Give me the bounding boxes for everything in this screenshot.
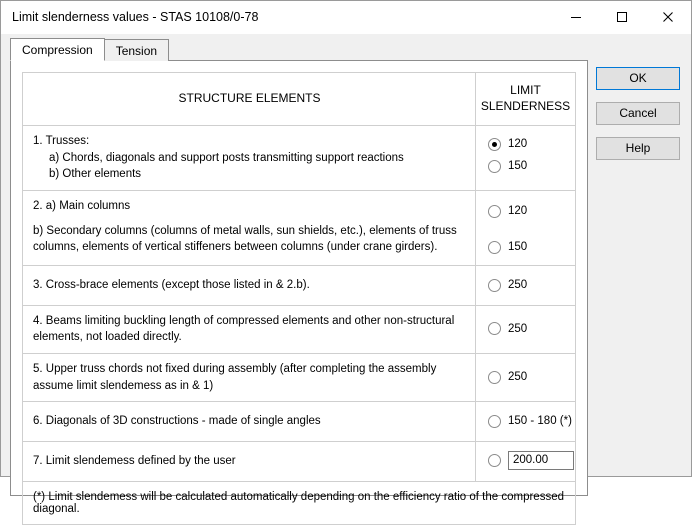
row2-options — [476, 191, 575, 265]
window-title: Limit slenderness values - STAS 10108/0-78 — [12, 10, 259, 24]
row5-option-250-label: 250 — [508, 371, 528, 384]
row1-option-120-label: 120 — [508, 138, 528, 150]
table-row — [23, 266, 575, 306]
maximize-button[interactable] — [599, 1, 645, 33]
tab-strip — [10, 39, 168, 61]
row3-option-250[interactable] — [488, 274, 575, 296]
minimize-button[interactable] — [553, 1, 599, 33]
row1-option-150[interactable] — [488, 155, 575, 177]
row2-line1: 2. a) Main columns — [33, 200, 131, 213]
tab-compression[interactable] — [10, 38, 105, 61]
tab-tension-label: Tension — [115, 43, 158, 58]
table-note: (*) Limit slendemess will be calculated automatically depending on the efficiency ratio of the compressed diagonal. — [33, 490, 564, 515]
table-row — [23, 191, 575, 266]
title-bar — [1, 1, 691, 34]
row4-text: 4. Beams limiting buckling length of compressed elements and other non-structural elements, not loaded directly. — [23, 306, 476, 353]
slenderness-table — [22, 72, 576, 525]
radio-icon[interactable] — [488, 322, 501, 335]
tab-area — [10, 39, 588, 515]
dialog-body — [1, 34, 691, 515]
radio-icon[interactable] — [488, 205, 501, 218]
row4-option-250-label: 250 — [508, 322, 528, 335]
table-row — [23, 354, 575, 402]
header-limit-line1: LIMIT — [510, 83, 541, 98]
radio-icon[interactable] — [488, 160, 501, 173]
table-row — [23, 402, 575, 442]
close-button[interactable] — [645, 1, 691, 33]
row6-option-150-180-label: 150 - 180 (*) — [508, 415, 572, 428]
row1-text — [23, 126, 476, 190]
radio-icon[interactable] — [488, 454, 501, 467]
row7-text: 7. Limit slendemess defined by the user — [23, 442, 476, 481]
row7-options — [476, 442, 575, 481]
row3-options — [476, 266, 575, 305]
table-row — [23, 442, 575, 482]
tab-tension[interactable] — [104, 39, 169, 61]
maximize-icon — [616, 11, 628, 23]
row4-options — [476, 306, 575, 353]
row6-text: 6. Diagonals of 3D constructions - made of single angles — [23, 402, 476, 441]
row5-text: 5. Upper truss chords not fixed during assembly (after completing the assembly assume limit slendemess as in & 1) — [23, 354, 476, 401]
row5-option-250[interactable] — [488, 366, 575, 388]
row3-option-250-label: 250 — [508, 279, 528, 292]
cancel-button[interactable]: Cancel — [596, 102, 680, 125]
tab-panel-compression — [10, 60, 588, 515]
row1-line1: 1. Trusses: — [33, 135, 90, 147]
row1-line2: a) Chords, diagonals and support posts transmitting support reactions — [49, 151, 404, 164]
table-row — [23, 126, 575, 191]
table-row — [23, 306, 575, 354]
row6-option-150-180[interactable] — [488, 410, 575, 432]
radio-icon[interactable] — [488, 415, 501, 428]
row3-text: 3. Cross-brace elements (except those listed in & 2.b). — [23, 266, 476, 305]
row6-options — [476, 402, 575, 441]
close-icon — [662, 11, 674, 23]
row1-option-120[interactable] — [488, 133, 575, 155]
table-header-row — [23, 73, 575, 126]
button-column — [596, 67, 680, 172]
row2-text — [23, 191, 476, 265]
header-limit-slenderness — [476, 73, 575, 125]
row2-option-120-label: 120 — [508, 205, 528, 218]
row1-options — [476, 126, 575, 190]
tab-compression-label: Compression — [22, 42, 93, 57]
radio-icon[interactable] — [488, 138, 501, 151]
minimize-icon — [570, 11, 582, 23]
row1-option-150-label: 150 — [508, 160, 528, 172]
radio-icon[interactable] — [488, 279, 501, 292]
row2-line2: b) Secondary columns (columns of metal walls, sun shields, etc.), elements of truss columns, elements of vertical stiffeners between columns (under crane girders). — [33, 224, 457, 254]
row2-option-150[interactable] — [488, 236, 575, 258]
row7-option-user[interactable] — [488, 449, 575, 471]
header-limit-line2: SLENDERNESS — [480, 99, 571, 113]
table-note-row — [23, 482, 575, 525]
header-structure-elements: STRUCTURE ELEMENTS — [23, 73, 476, 125]
user-slenderness-input[interactable] — [508, 451, 574, 470]
row4-option-250[interactable] — [488, 318, 575, 340]
row2-option-120[interactable] — [488, 200, 575, 222]
row1-line3: b) Other elements — [49, 168, 142, 181]
ok-button[interactable]: OK — [596, 67, 680, 90]
row5-options — [476, 354, 575, 401]
row2-option-150-label: 150 — [508, 241, 528, 254]
radio-icon[interactable] — [488, 241, 501, 254]
help-button[interactable]: Help — [596, 137, 680, 160]
radio-icon[interactable] — [488, 371, 501, 384]
